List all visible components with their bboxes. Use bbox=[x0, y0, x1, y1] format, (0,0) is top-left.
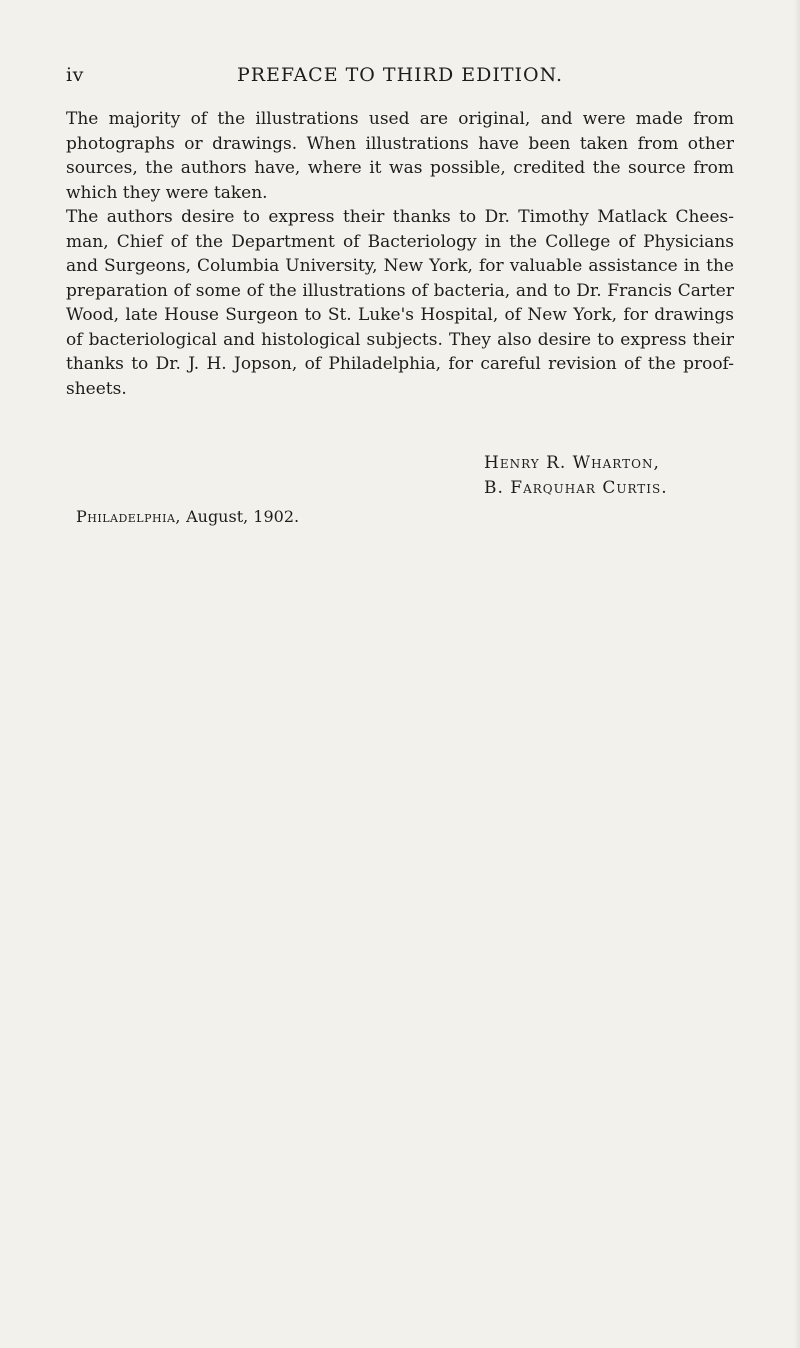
author-signature-curtis: B. Farquhar Curtis. bbox=[484, 478, 668, 498]
running-head: PREFACE TO THIRD EDITION. bbox=[236, 64, 564, 86]
page-number: iv bbox=[66, 64, 84, 86]
paragraph-illustrations: The majority of the illustrations used are original, and were made from photographs or drawings. When illustrations have been taken from other sources, the authors have, where it was possible, credited the source from which they were taken. bbox=[66, 109, 734, 203]
dateline-place: Philadelphia, bbox=[76, 507, 181, 526]
paragraph-acknowledgements: The authors desire to express their thanks to Dr. Timothy Matlack Chees- man, Chief of the Department of Bacteriology in the College of Physicians and Surgeons, Columbia University, New York, for valuable assistance in the preparation of some of the illustrations of bacteria, and to Dr. Francis Carter Wood, late House Surgeon to St. Luke's Hospital, of New York, for drawings of bacteriological and histological subjects. They also desire to express their thanks to Dr. J. H. Jopson, of Philadelphia, for careful revision of the proof-sheets. bbox=[66, 207, 734, 399]
dateline bbox=[76, 507, 299, 527]
page-edge-shadow bbox=[794, 0, 800, 1348]
preface-body bbox=[66, 107, 734, 401]
author-signatures bbox=[484, 451, 744, 501]
author-signature-wharton: Henry R. Wharton, bbox=[484, 453, 660, 473]
dateline-date: August, 1902. bbox=[186, 507, 300, 526]
